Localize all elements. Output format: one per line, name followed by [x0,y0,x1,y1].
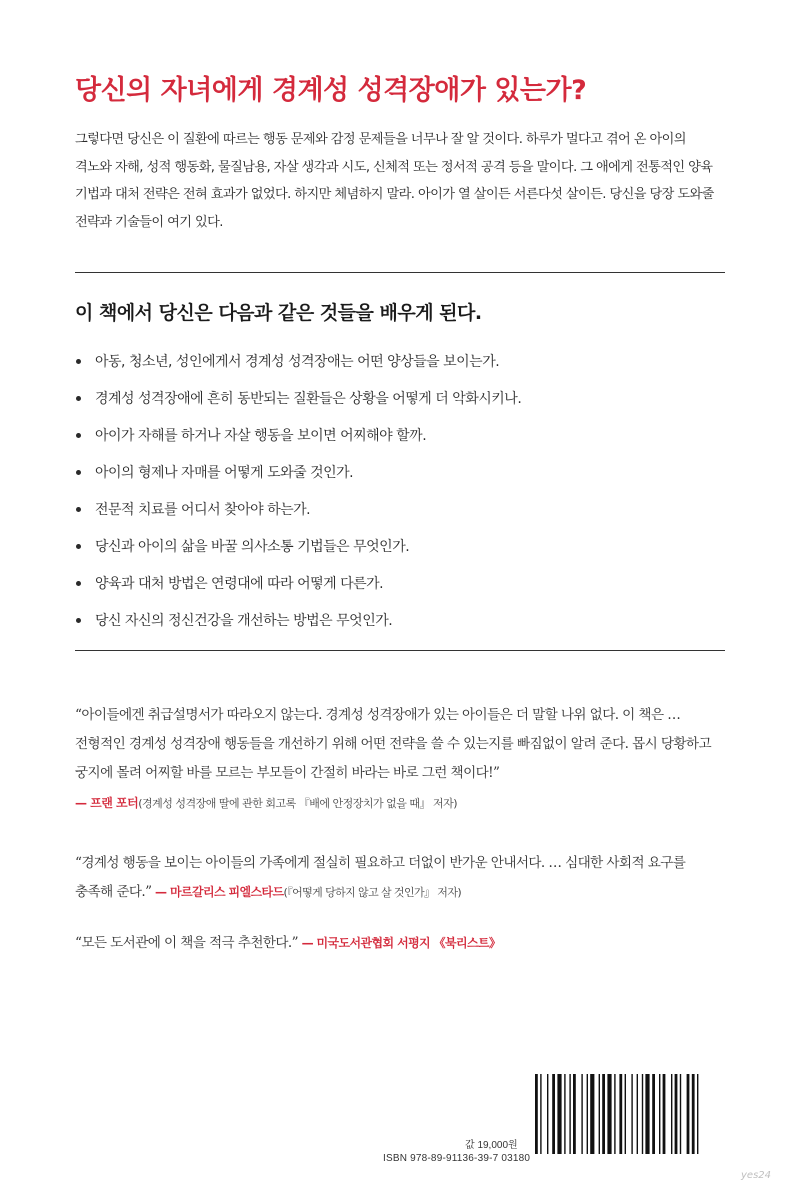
list-item-text: 당신과 아이의 삶을 바꿀 의사소통 기법들은 무엇인가. [95,539,410,555]
divider-top [75,272,725,273]
bullet-dot [76,544,81,549]
list-item [75,424,725,461]
endorser-note: (『어떻게 당하지 않고 살 것인가』 저자) [283,886,462,899]
list-item [75,609,725,646]
list-item [75,498,725,535]
bullet-dot [76,359,81,364]
endorser-name: — 마르갈리스 피엘스타드 [151,885,284,899]
bullet-dot [76,581,81,586]
intro-paragraph: 그렇다면 당신은 이 질환에 따르는 행동 문제와 감정 문제들을 너무나 잘 알 것이다. 하루가 멀다고 겪어 온 아이의 격노와 자해, 성적 행동화, 물질남용, 자살 생각과 시도, 신체적 또는 정서적 공격 등을 말이다. 그 애에게 전통적인 양육 기법과 대처 전략은 전혀 효과가 없었다. 하지만 체념하지 말라. 아이가 열 살이든 서른다섯 살이든. 당신을 당장 도와줄 전략과 기술들이 여기 있다. [75,132,714,230]
watermark-logo: yes24 [741,1170,772,1181]
endorser-note: (경계성 성격장애 딸에 관한 회고록 『배에 안정장치가 없을 때』 저자) [138,797,458,810]
divider-bottom [75,650,725,651]
barcode-icon [535,1074,725,1154]
list-item-text: 양육과 대처 방법은 연령대에 따라 어떻게 다른가. [95,576,384,592]
list-item-text: 아동, 청소년, 성인에게서 경계성 성격장애는 어떤 양상들을 보이는가. [95,354,500,370]
list-item [75,572,725,609]
learn-list [75,350,725,646]
headline: 당신의 자녀에게 경계성 성격장애가 있는가? [75,75,587,106]
list-item [75,387,725,424]
learn-heading: 이 책에서 당신은 다음과 같은 것들을 배우게 된다. [75,302,482,324]
list-item [75,535,725,572]
endorsement-quote-1: “아이들에겐 취급설명서가 따라오지 않는다. 경계성 성격장애가 있는 아이들은 더 말할 나위 없다. 이 책은 … 전형적인 경계성 성격장애 행동들을 개선하기 위해 어떤 전략을 쓸 수 있는지를 빠짐없이 알려 준다. 몹시 당황하고 궁지에 몰려 어찌할 바를 모르는 부모들이 간절히 바라는 바로 그런 책이다!” [75,707,711,781]
bullet-dot [76,396,81,401]
bullet-dot [76,507,81,512]
bullet-dot [76,618,81,623]
isbn-label: ISBN 978-89-91136-39-7 03180 [383,1153,531,1164]
list-item-text: 아이가 자해를 하거나 자살 행동을 보이면 어찌해야 할까. [95,428,427,444]
list-item [75,461,725,498]
quote-text: “경계성 행동을 보이는 아이들의 가족에게 절실히 필요하고 더없이 반가운 안내서다. … 심대한 사회적 요구를 충족해 준다.” [75,855,686,900]
endorsement-attribution-1 [75,794,725,811]
list-item-text: 당신 자신의 정신건강을 개선하는 방법은 무엇인가. [95,613,393,629]
bullet-dot [76,470,81,475]
endorsement-quote-2 [75,849,725,907]
list-item-text: 전문적 치료를 어디서 찾아야 하는가. [95,502,311,518]
list-item-text: 경계성 성격장애에 흔히 동반되는 질환들은 상황을 어떻게 더 악화시키나. [95,391,522,407]
list-item [75,350,725,387]
endorsement-quote-3 [75,929,725,958]
bullet-dot [76,433,81,438]
price-label: 값 19,000원 [465,1140,518,1151]
endorser-name: — 미국도서관협회 서평지 《북리스트》 [298,936,501,950]
list-item-text: 아이의 형제나 자매를 어떻게 도와줄 것인가. [95,465,354,481]
endorser-name: — 프랜 포터 [75,796,139,810]
quote-text: “모든 도서관에 이 책을 적극 추천한다.” [75,935,298,951]
